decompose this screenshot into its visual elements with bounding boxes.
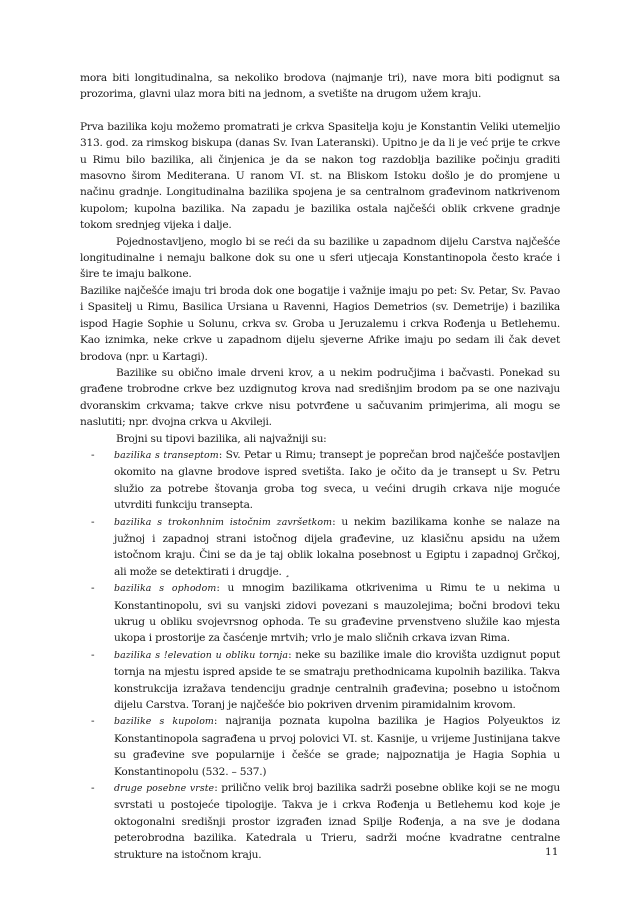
list-text: : prilično velik broj bazilika sadrži posebne oblike koji se ne mogu svrstati u postojeće tipologije. Takva je i crkva Rođenja u Betlehemu kod koje je oktogonalni središnji prostor izgrađen iznad Spilje Rođenja, a na sve je dodana peterobrodna bazilika. Katedrala u Trieru, sadrži moćne kvadratne centralne strukture na istočnom kraju.: [114, 782, 561, 861]
list-term: bazilika s !elevation u obliku tornja: [114, 649, 289, 661]
list-dash: -: [91, 648, 95, 661]
basilica-types-list: [80, 447, 560, 863]
list-text: : u nekim bazilikama konhe se nalaze na južnoj i zapadnoj strani istočnog dijela građevine, uz klasičnu apsidu na užem istočnom kraju. Čini se da je taj oblik lokalna posebnost u Egiptu i zapadnoj Grčkoj, ali može se detektirati i drugdje. ¸: [114, 515, 560, 578]
list-text: : u mnogim bazilikama otkrivenima u Rimu te u nekima u Konstantinopolu, svi su vanjski zidovi povezani s mauzolejima; bočni brodovi teku ukrug u obliku svojevrsnog ophoda. Te su građevine prvenstveno služile kao mjesta ukopa i prostorije za časćenje mrtvih; vrlo je malo sličnih crkava izvan Rima.: [114, 582, 560, 645]
list-dash: -: [91, 515, 95, 528]
list-item: [80, 514, 560, 581]
list-item: [80, 780, 560, 863]
list-item: [80, 647, 560, 714]
list-item: [80, 580, 560, 647]
list-dash: -: [91, 448, 95, 461]
paragraph-roofs: Bazilike su obično imale drveni krov, a u nekim područjima i bačvasti. Ponekad su građene trobrodne crkve bez uzdignutog krova nad središnjim brodom pa se one nazivaju dvoranskim crkvama; takve crkve nisu potvrđene u sačuvanim primjerima, ali mogu se naslutiti; npr. dvojna crkva u Akvileji.: [80, 366, 560, 429]
list-dash: -: [91, 582, 95, 595]
list-term: bazilika s transeptom: [114, 449, 219, 461]
paragraph-naves: Bazilike najčešće imaju tri broda dok one bogatije i važnije imaju po pet: Sv. Petar, Sv. Pavao i Spasitelj u Rimu, Basilica Ursiana u Ravenni, Hagios Demetrios (sv. Demetrije) i bazilika ispod Hagie Sophie u Solunu, crkva sv. Groba u Jeruzalemu i crkva Rođenja u Betlehemu. Kao iznimka, neke crkve u zapadnom dijelu sjeverne Afrike imaju po sedam ili čak devet brodova (npr. u Kartagi).: [80, 284, 560, 363]
list-term: druge posebne vrste: [114, 783, 215, 795]
paragraph-gap: [80, 103, 560, 119]
list-text: : najranija poznata kupolna bazilika je Hagios Polyeuktos iz Konstantinopola sagrađena u prvoj polovici VI. st. Kasnije, u vrijeme Justinijana takve su građevine sve popularnije i češće se grade; najpoznatija je Hagia Sophia u Konstantinopolu (532. – 537.): [114, 715, 560, 778]
list-item: [80, 447, 560, 514]
list-term: bazilika s trokonhnim istočnim završetkom: [114, 516, 333, 528]
list-text: : Sv. Petar u Rimu; transept je poprečan brod najčešće postavljen okomito na glavne brodove ispred svetišta. Iako je očito da je transept u Sv. Petru služio za potrebe štovanja groba tog sveca, u većini drugih crkava nije moguće utvrditi funkciju transepta.: [114, 448, 560, 512]
body-text: [80, 70, 560, 863]
list-term: bazilike s kupolom: [114, 716, 214, 728]
list-term: bazilika s ophodom: [114, 583, 217, 595]
paragraph-first-basilica: Prva bazilika koju možemo promatrati je crkva Spasitelja koju je Konstantin Veliki utemeljio 313. god. za rimskog biskupa (danas Sv. Ivan Lateranski). Upitno je da li je već prije te crkve u Rimu bilo bazilika, ali činjenica je da se nakon tog razdoblja bazilike počinju graditi masovno širom Mediterana. U ranom VI. st. na Bliskom Istoku došlo je do promjene u načinu gradnje. Longitudinalna bazilika spojena je sa centralnom građevinom natkrivenom kupolom; kupolna bazilika. Na zapadu je bazilika ostala najčešći oblik crkvene gradnje tokom srednjeg vijeka i dalje.: [80, 120, 560, 232]
list-dash: -: [91, 715, 95, 728]
list-dash: -: [91, 782, 95, 795]
paragraph-types-intro: Brojni su tipovi bazilika, ali najvažniji su:: [116, 432, 327, 445]
page-number: 11: [545, 846, 559, 858]
paragraph-west-east: Pojednostavljeno, moglo bi se reći da su bazilike u zapadnom dijelu Carstva najčešće longitudinalne i nemaju balkone dok su one u sferi utjecaja Konstantinopola često kraće i šire te imaju balkone.: [80, 235, 560, 281]
list-text: : neke su bazilike imale dio krovišta uzdignut poput tornja na mjestu ispred apside te se smatraju prethodnicama kupolnih bazilika. Takva konstrukcija izražava tendenciju gradnje centralnih građevina; posebno u istočnom dijelu Carstva. Toranj je najčešće bio pokriven drvenim piramidalnim krovom.: [114, 648, 560, 712]
paragraph-continuation: mora biti longitudinalna, sa nekoliko brodova (najmanje tri), nave mora biti podignut sa prozorima, glavni ulaz mora biti na jednom, a svetište na drugom užem kraju.: [80, 72, 560, 101]
list-item: [80, 713, 560, 780]
